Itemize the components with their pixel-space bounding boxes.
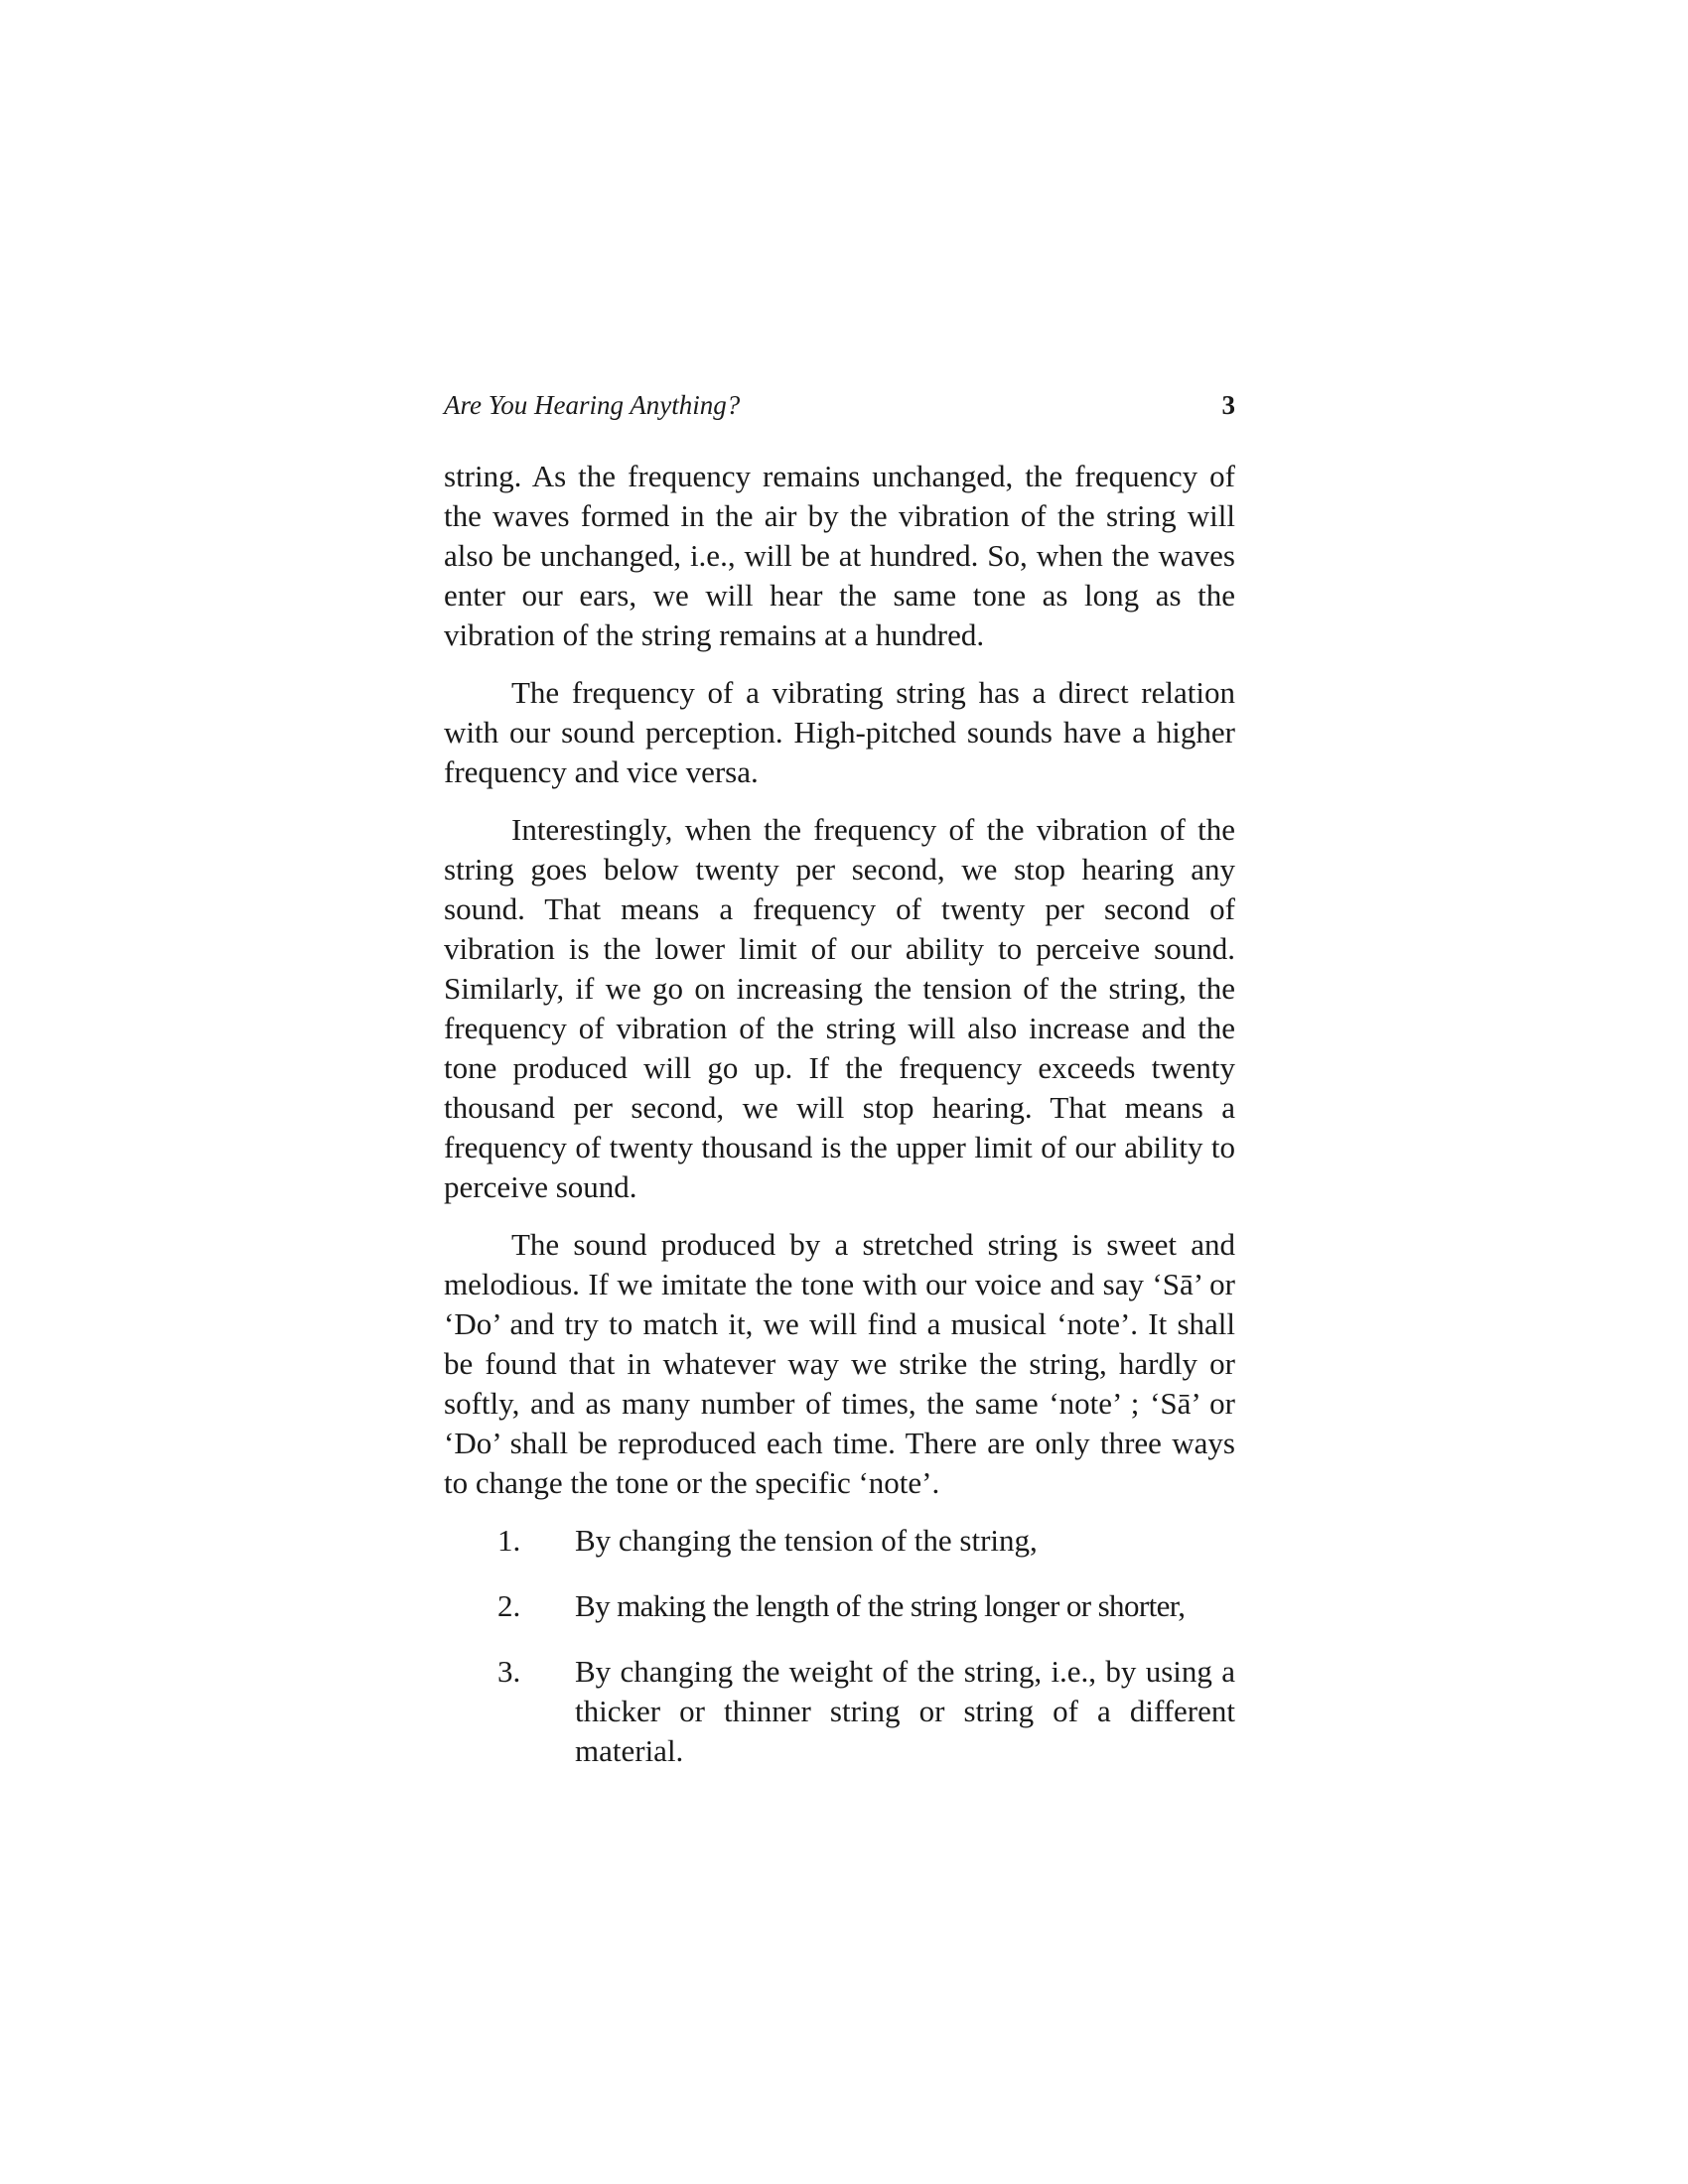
- list-item-text: By making the length of the string longer or shorter,: [575, 1588, 1186, 1623]
- list-item-number: 2.: [497, 1588, 521, 1623]
- running-header: [444, 385, 1235, 425]
- list-item-text: By changing the weight of the string, i.e., by using a thicker or thinner string or string of a different material.: [575, 1654, 1235, 1768]
- numbered-list: [444, 1521, 1235, 1771]
- paragraph-3: Interestingly, when the frequency of the vibration of the string goes below twenty per second, we stop hearing any sound. That means a frequency of twenty per second of vibration is the lower limit of our ability to perceive sound. Similarly, if we go on increasing the tension of the string, the frequency of vibration of the string will also increase and the tone produced will go up. If the frequency exceeds twenty thousand per second, we will stop hearing. That means a frequency of twenty thousand is the upper limit of our ability to perceive sound.: [444, 812, 1235, 1204]
- paragraph-2: The frequency of a vibrating string has a direct relation with our sound perception. High-pitched sounds have a higher frequency and vice versa.: [444, 675, 1235, 789]
- list-item: [444, 1521, 1235, 1561]
- running-title: Are You Hearing Anything?: [444, 390, 741, 420]
- list-item-number: 1.: [497, 1523, 521, 1558]
- book-page: [444, 0, 1235, 2184]
- list-item: [444, 1652, 1235, 1771]
- list-item-number: 3.: [497, 1654, 521, 1689]
- paragraph-1: string. As the frequency remains unchanged, the frequency of the waves formed in the air by the vibration of the string will also be unchanged, i.e., will be at hundred. So, when the waves enter our ears, we will hear the same tone as long as the vibration of the string remains at a hundred.: [444, 459, 1235, 652]
- list-item-text: By changing the tension of the string,: [575, 1523, 1038, 1558]
- list-item: [444, 1586, 1235, 1626]
- body-text: [444, 457, 1235, 1797]
- paragraph-4: The sound produced by a stretched string is sweet and melodious. If we imitate the tone with our voice and say ‘Sā’ or ‘Do’ and try to match it, we will find a musical ‘note’. It shall be found that in whatever way we strike the string, hardly or softly, and as many number of times, the same ‘note’ ; ‘Sā’ or ‘Do’ shall be reproduced each time. There are only three ways to change the tone or the specific ‘note’.: [444, 1227, 1235, 1500]
- page-number: 3: [1221, 390, 1235, 420]
